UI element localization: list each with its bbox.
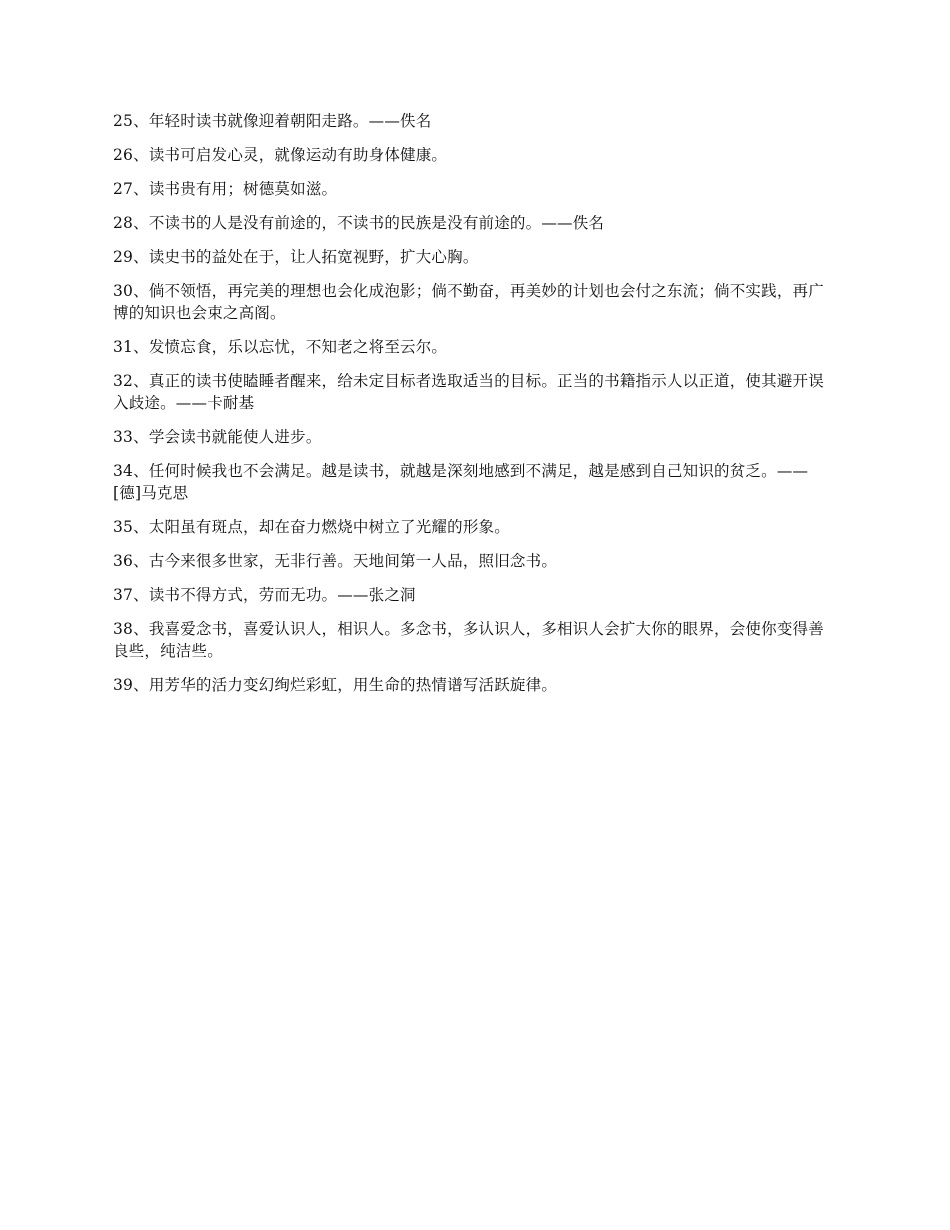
- quote-item: 33、学会读书就能使人进步。: [113, 428, 322, 446]
- quote-item: 31、发愤忘食，乐以忘忧，不知老之将至云尔。: [113, 338, 448, 356]
- quote-item: 30、倘不领悟，再完美的理想也会化成泡影；倘不勤奋，再美妙的计划也会付之东流；倘不实践，再广博的知识也会束之高阁。: [113, 282, 824, 322]
- quote-item: 35、太阳虽有斑点，却在奋力燃烧中树立了光耀的形象。: [113, 518, 510, 536]
- quote-item: 32、真正的读书使瞌睡者醒来，给未定目标者选取适当的目标。正当的书籍指示人以正道，使其避开误入歧途。——卡耐基: [113, 372, 824, 412]
- quote-item: 34、任何时候我也不会满足。越是读书，就越是深刻地感到不满足，越是感到自己知识的贫乏。——[德]马克思: [113, 462, 809, 502]
- quote-item: 25、年轻时读书就像迎着朝阳走路。——佚名: [113, 112, 432, 130]
- quote-item: 29、读史书的益处在于，让人拓宽视野，扩大心胸。: [113, 248, 479, 266]
- quote-item: 28、不读书的人是没有前途的，不读书的民族是没有前途的。——佚名: [113, 214, 605, 232]
- quote-item: 27、读书贵有用；树德莫如滋。: [113, 180, 338, 198]
- quote-item: 39、用芳华的活力变幻绚烂彩虹，用生命的热情谱写活跃旋律。: [113, 676, 558, 694]
- quote-item: 26、读书可启发心灵，就像运动有助身体健康。: [113, 146, 448, 164]
- quote-list: [113, 110, 833, 708]
- quote-item: 36、古今来很多世家，无非行善。天地间第一人品，照旧念书。: [113, 552, 558, 570]
- quote-item: 37、读书不得方式，劳而无功。——张之洞: [113, 586, 416, 604]
- quote-item: 38、我喜爱念书，喜爱认识人，相识人。多念书，多认识人，多相识人会扩大你的眼界，会使你变得善良些，纯洁些。: [113, 620, 824, 660]
